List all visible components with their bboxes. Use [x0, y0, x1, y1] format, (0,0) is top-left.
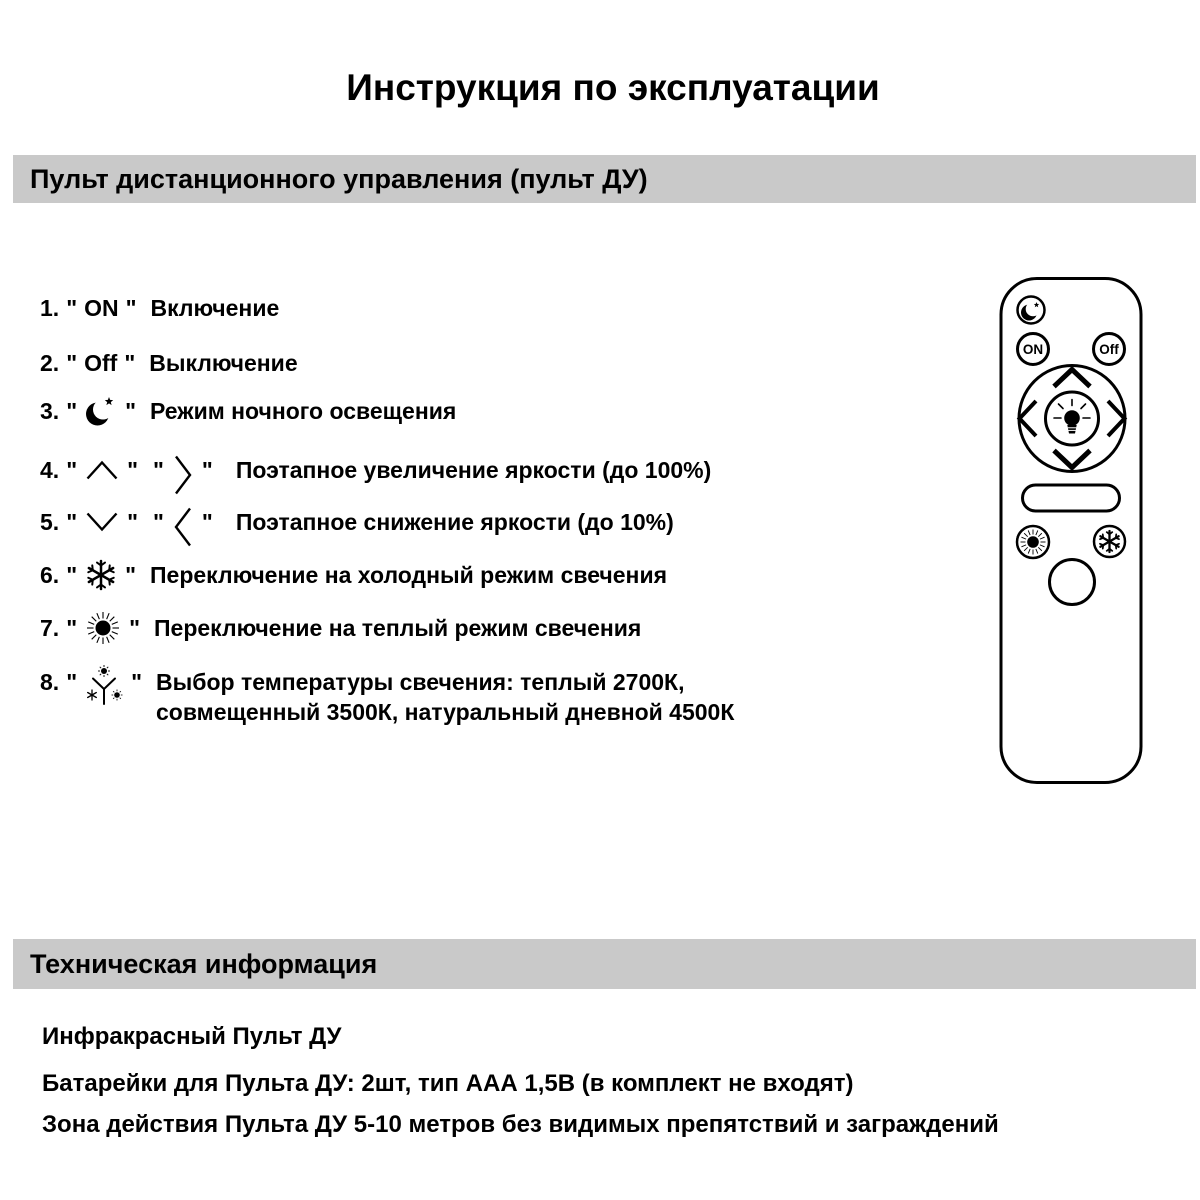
off-button: [1094, 334, 1125, 365]
quote-mark: ": [66, 294, 78, 321]
instruction-item-6: [40, 555, 667, 595]
chevron-right-icon: [171, 452, 195, 498]
pill-button: [1023, 485, 1120, 511]
quote-mark: ": [153, 508, 164, 535]
item-number: 3.: [40, 397, 60, 424]
item-label: Выключение: [149, 349, 298, 376]
quote-mark: ": [129, 614, 140, 641]
instruction-item-3: [40, 391, 456, 431]
chevron-up-icon: [84, 457, 120, 483]
svg-text:ON: ON: [1022, 342, 1044, 357]
quote-mark: ": [66, 456, 78, 483]
color-temperature-select-icon: [84, 664, 124, 706]
item-label: Поэтапное снижение яркости (до 10%): [235, 508, 674, 535]
off-key-label: Off: [84, 349, 118, 376]
item-number: 2.: [40, 349, 60, 376]
chevron-left-icon: [171, 504, 195, 550]
instruction-item-4: [40, 450, 711, 490]
quote-mark: ": [131, 669, 142, 695]
on-key-label: ON: [84, 294, 119, 321]
quote-mark: ": [66, 508, 78, 535]
quote-mark: ": [125, 397, 136, 424]
section-heading-tech: [13, 939, 1196, 989]
quote-mark: ": [125, 561, 136, 588]
sun-icon: [84, 609, 122, 647]
item-number: 6.: [40, 561, 60, 588]
quote-mark: ": [201, 508, 213, 535]
quote-mark: ": [125, 294, 137, 321]
section-heading-tech-label: Техническая информация: [30, 948, 378, 979]
instruction-item-2: [40, 343, 298, 383]
item-label: Переключение на теплый режим свечения: [154, 614, 642, 641]
night-mode-button: [1018, 297, 1045, 324]
remote-control-illustration: [995, 275, 1148, 787]
quote-mark: ": [127, 456, 138, 483]
item-label-line-1: Выбор температуры свечения: теплый 2700К,: [156, 669, 685, 695]
quote-mark: ": [66, 397, 78, 424]
cold-mode-button: [1094, 526, 1125, 557]
tech-info-line-2: Батарейки для Пульта ДУ: 2шт, тип ААА 1,5В (в комплект не входят): [42, 1070, 854, 1097]
section-heading-remote-label: Пульт дистанционного управления (пульт ДУ): [30, 163, 648, 194]
item-label: Режим ночного освещения: [150, 397, 457, 424]
item-number: 1.: [40, 294, 60, 321]
quote-mark: ": [66, 614, 78, 641]
instruction-item-5: [40, 502, 674, 542]
quote-mark: ": [124, 349, 136, 376]
tech-info-line-3: Зона действия Пульта ДУ 5-10 метров без видимых препятствий и заграждений: [42, 1111, 999, 1138]
section-heading-remote: [13, 155, 1196, 203]
on-button: [1018, 334, 1049, 365]
item-label: Поэтапное увеличение яркости (до 100%): [235, 456, 712, 483]
item-number: 7.: [40, 614, 60, 641]
quote-mark: ": [66, 561, 78, 588]
page-title: Инструкция по эксплуатации: [346, 67, 880, 108]
tech-info-line-1: Инфракрасный Пульт ДУ: [42, 1023, 342, 1050]
crescent-moon-icon: [84, 393, 118, 429]
item-label: [156, 667, 734, 727]
item-number: 5.: [40, 508, 60, 535]
quote-mark: ": [66, 669, 78, 695]
warm-mode-button: [1017, 526, 1049, 558]
quote-mark: ": [66, 349, 78, 376]
quote-mark: ": [153, 456, 164, 483]
item-label-line-2: совмещенный 3500К, натуральный дневной 4500К: [156, 699, 735, 725]
instruction-item-7: [40, 608, 641, 648]
svg-text:Off: Off: [1099, 342, 1119, 357]
snowflake-icon: [84, 558, 118, 592]
quote-mark: ": [127, 508, 138, 535]
chevron-down-icon: [84, 509, 120, 535]
dpad: [1019, 366, 1125, 472]
item-number: 4.: [40, 456, 60, 483]
instruction-item-1: [40, 288, 279, 328]
instruction-item-8: [40, 667, 734, 727]
item-label: Переключение на холодный режим свечения: [150, 561, 668, 588]
item-number: 8.: [40, 669, 60, 695]
round-button: [1050, 560, 1095, 605]
quote-mark: ": [201, 456, 213, 483]
item-label: Включение: [150, 294, 280, 321]
